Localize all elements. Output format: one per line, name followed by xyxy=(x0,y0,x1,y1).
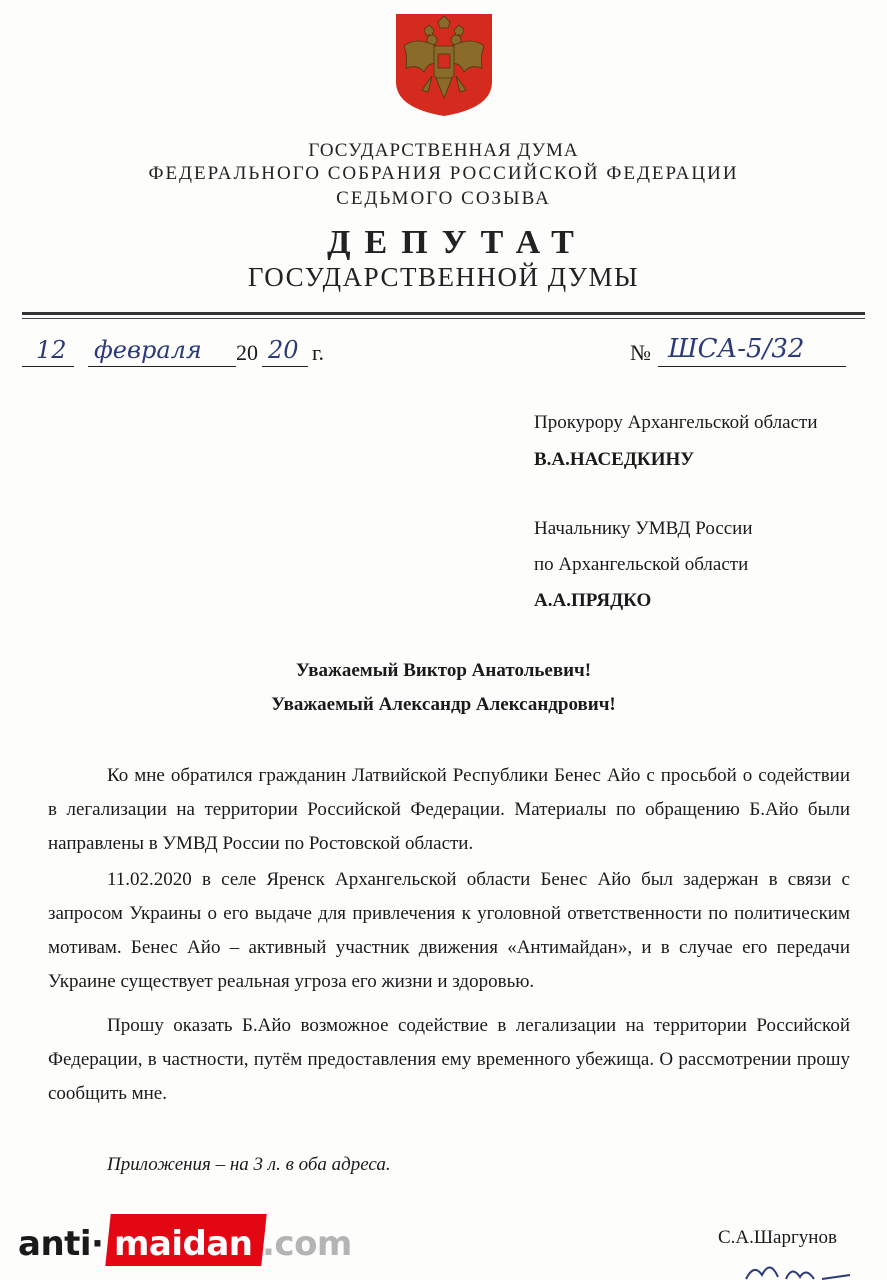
handwritten-day: 12 xyxy=(36,336,67,364)
anti-maidan-watermark-logo xyxy=(0,1210,360,1270)
attachment-note: Приложения – на 3 л. в оба адреса. xyxy=(107,1154,391,1175)
header-divider-thick xyxy=(22,312,865,315)
letterhead-subtitle: ГОСУДАРСТВЕННОЙ ДУМЫ xyxy=(247,262,640,292)
year-mark: г. xyxy=(312,340,325,365)
date-number-line xyxy=(22,336,865,372)
watermark-part-1: anti· xyxy=(18,1224,104,1264)
watermark-part-3: .com xyxy=(262,1224,352,1264)
signatory-name: С.А.Шаргунов xyxy=(718,1227,837,1248)
number-label: № xyxy=(630,340,651,365)
body-paragraph-1: Ко мне обратился гражданин Латвийской Республики Бенес Айо с просьбой о содействии в легализации на территории Российской Федерации. Материалы по обращению Б.Айо были направлены в УМВД России по Ростовской области. xyxy=(48,765,850,854)
body-paragraph-3: Прошу оказать Б.Айо возможное содействие в легализации на территории Российской Федерации, в частности, путём предоставления ему временного убежища. О рассмотрении прошу сообщить мне. xyxy=(48,1015,850,1104)
handwritten-month: февраля xyxy=(94,336,202,364)
addressee-2-name: А.А.ПРЯДКО xyxy=(534,590,652,611)
signature-scribble xyxy=(740,1255,860,1280)
handwritten-number: ШСА-5/32 xyxy=(668,334,805,364)
header-line-2: ФЕДЕРАЛЬНОГО СОБРАНИЯ РОССИЙСКОЙ ФЕДЕРАЦИИ xyxy=(148,163,739,184)
addressee-1-position: Прокурору Архангельской области xyxy=(534,412,818,433)
year-prefix: 20 xyxy=(236,340,258,365)
body-paragraph-2: 11.02.2020 в селе Яренск Архангельской области Бенес Айо был задержан в связи с запросом Украины о его выдаче для привлечения к уголовной ответственности по политическим мотивам. Бенес Айо – активный участник движения «Антимайдан», и в случае его передачи Украине существует реальная угроза его жизни и здоровью. xyxy=(48,869,850,992)
header-divider-thin xyxy=(22,318,865,319)
handwritten-year: 20 xyxy=(268,336,299,364)
header-line-3: СЕДЬМОГО СОЗЫВА xyxy=(336,188,551,209)
greeting-2: Уважаемый Александр Александрович! xyxy=(271,694,616,715)
addressee-2-position: Начальнику УМВД России xyxy=(534,518,753,539)
coat-of-arms-emblem xyxy=(394,12,494,118)
addressee-1-name: В.А.НАСЕДКИНУ xyxy=(534,449,695,470)
header-line-1: ГОСУДАРСТВЕННАЯ ДУМА xyxy=(308,140,579,161)
greeting-1: Уважаемый Виктор Анатольевич! xyxy=(295,660,592,681)
letterhead-title: ДЕПУТАТ xyxy=(327,224,588,261)
addressee-2-region: по Архангельской области xyxy=(534,554,749,575)
watermark-part-2: maidan xyxy=(114,1224,253,1264)
